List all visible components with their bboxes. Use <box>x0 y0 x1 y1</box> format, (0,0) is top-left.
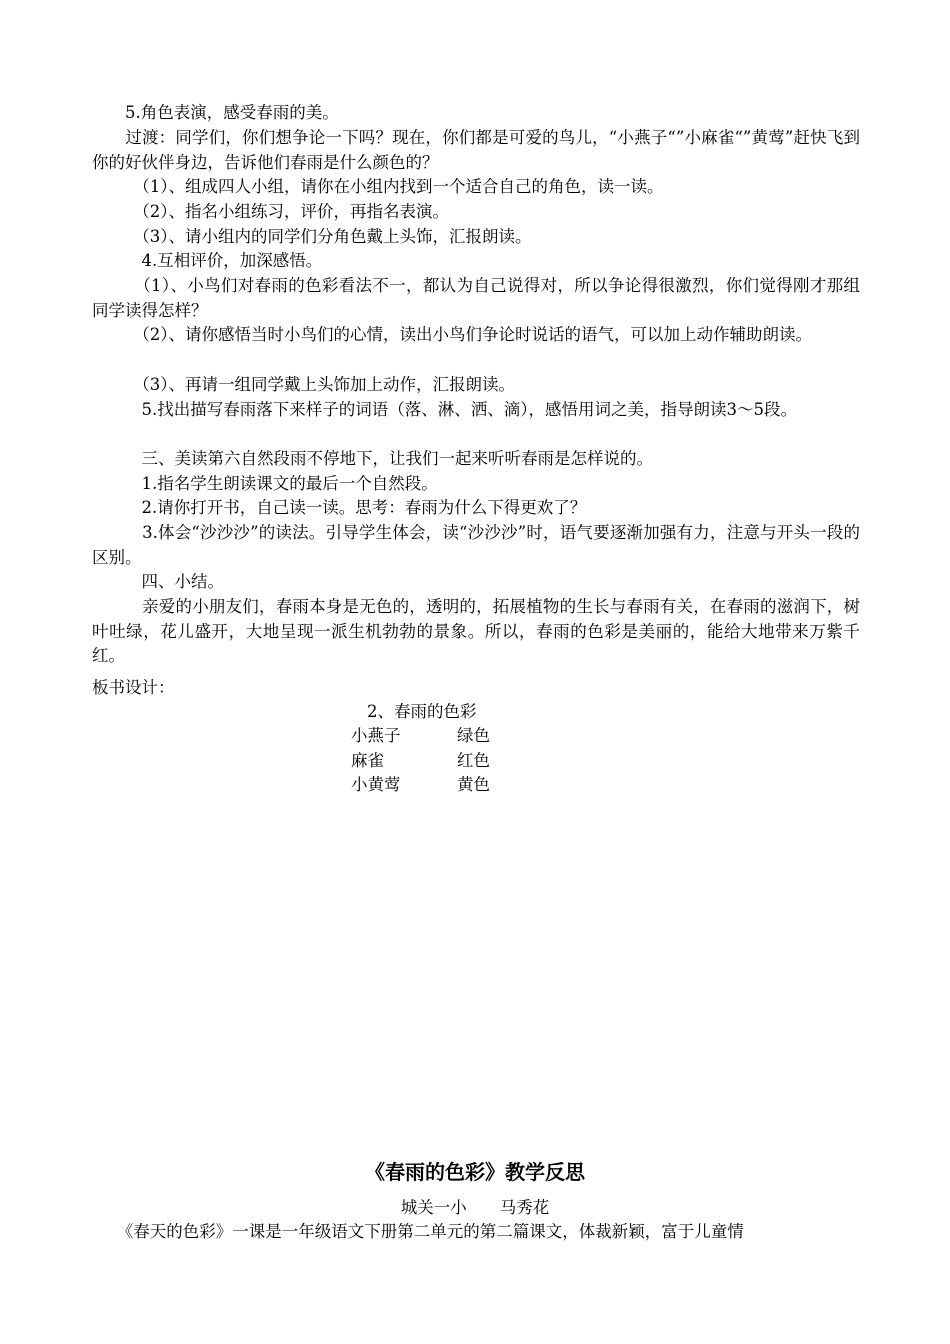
paragraph: 四、小结。 <box>92 572 224 591</box>
board-color: 红色 <box>457 751 490 770</box>
board-row <box>351 773 511 798</box>
paragraph: 5.找出描写春雨落下来样子的词语（落、淋、洒、滴），感悟用词之美，指导朗读3～5段。 <box>92 400 797 419</box>
paragraph: 2.请你打开书，自己读一读。思考：春雨为什么下得更欢了？ <box>92 498 587 517</box>
paragraph: （3）、再请一组同学戴上头饰加上动作，汇报朗读。 <box>92 375 515 394</box>
paragraph: （2）、指名小组练习，评价，再指名表演。 <box>92 202 449 221</box>
board-color: 黄色 <box>457 775 490 794</box>
paragraph: （2）、请你感悟当时小鸟们的心情，读出小鸟们争论时说话的语气，可以加上动作辅助朗读。 <box>92 325 812 344</box>
board-title: 2、春雨的色彩 <box>367 702 477 721</box>
board-animal: 麻雀 <box>351 751 384 770</box>
board-row <box>351 749 511 774</box>
paragraph: 1.指名学生朗读课文的最后一个自然段。 <box>92 474 438 493</box>
board-color: 绿色 <box>457 726 490 745</box>
reflection-author: 城关一小 马秀花 <box>400 1198 550 1217</box>
paragraph: 5.角色表演，感受春雨的美。 <box>92 103 339 122</box>
reflection-intro: 《春天的色彩》一课是一年级语文下册第二单元的第二篇课文，体裁新颖，富于儿童情 <box>92 1222 744 1241</box>
paragraph: 三、美读第六自然段雨不停地下，让我们一起来听听春雨是怎样说的。 <box>92 449 653 468</box>
paragraph: （1）、小鸟们对春雨的色彩看法不一，都认为自己说得对，所以争论得很激烈，你们觉得刚才那组同学读得怎样？ <box>92 276 860 320</box>
board-animal: 小燕子 <box>351 726 401 745</box>
reflection-title: 《春雨的色彩》教学反思 <box>365 1160 585 1184</box>
paragraph: （3）、请小组内的同学们分角色戴上头饰，汇报朗读。 <box>92 227 532 246</box>
paragraph: 亲爱的小朋友们，春雨本身是无色的，透明的，拓展植物的生长与春雨有关，在春雨的滋润下，树叶吐绿，花儿盛开，大地呈现一派生机勃勃的景象。所以，春雨的色彩是美丽的，能给大地带来万紫千红。 <box>92 597 860 666</box>
board-design-heading: 板书设计： <box>92 678 175 697</box>
paragraph: 3.体会“沙沙沙”的读法。引导学生体会，读“沙沙沙”时，语气要逐渐加强有力，注意与开头一段的区别。 <box>92 523 860 567</box>
paragraph: 4.互相评价，加深感悟。 <box>92 251 323 270</box>
paragraph: 过渡：同学们，你们想争论一下吗？现在，你们都是可爱的鸟儿，“小燕子“”小麻雀“”黄莺”赶快飞到你的好伙伴身边，告诉他们春雨是什么颜色的？ <box>92 128 860 172</box>
board-row <box>351 724 511 749</box>
board-animal: 小黄莺 <box>351 775 401 794</box>
paragraph: （1）、组成四人小组，请你在小组内找到一个适合自己的角色，读一读。 <box>92 177 664 196</box>
